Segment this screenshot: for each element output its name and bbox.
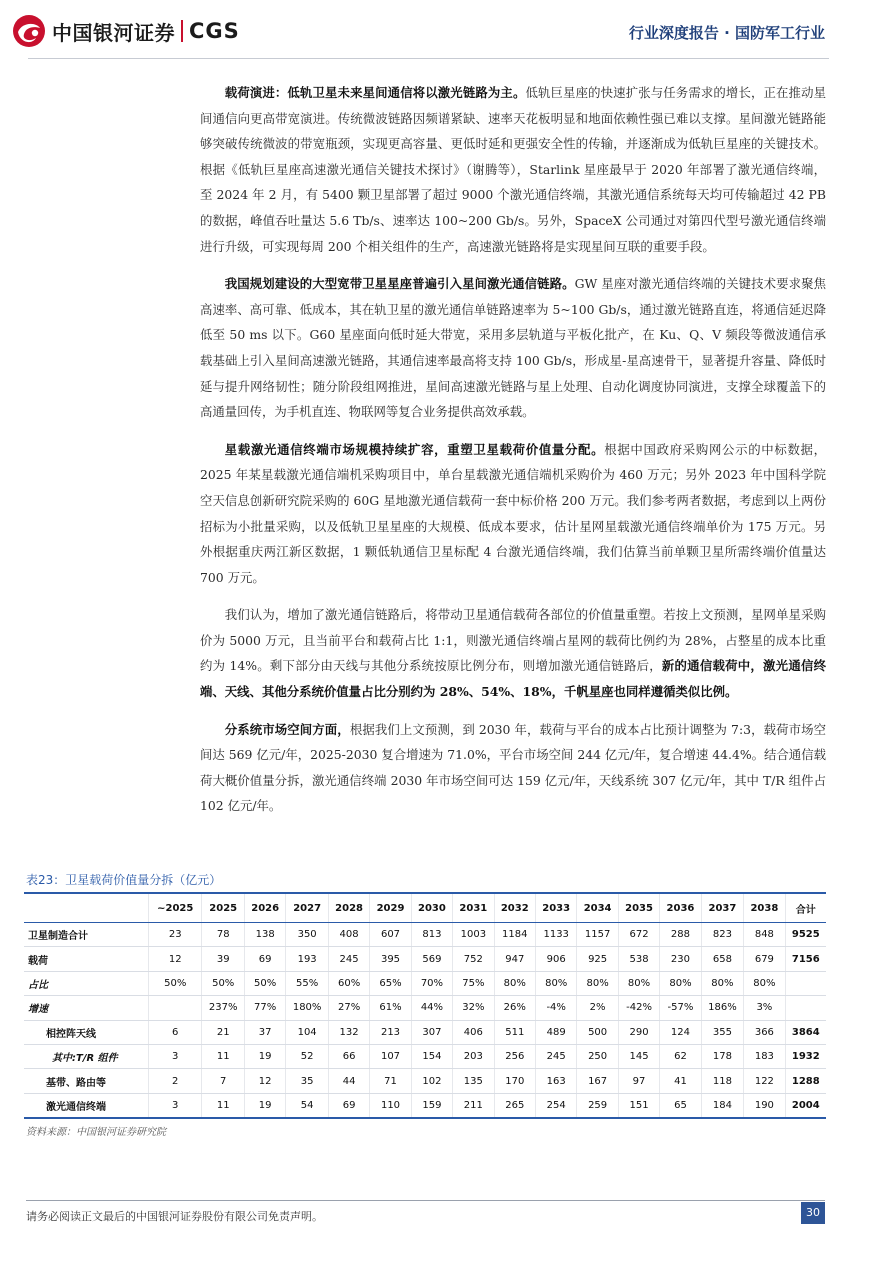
- value-cell: 500: [577, 1020, 618, 1044]
- value-cell: 569: [411, 947, 452, 971]
- value-cell: 69: [328, 1093, 369, 1118]
- value-cell: 80%: [618, 971, 659, 995]
- row-label: 载荷: [24, 947, 149, 971]
- value-cell: 848: [744, 923, 785, 947]
- value-cell: 658: [701, 947, 744, 971]
- value-cell: 7: [202, 1069, 245, 1093]
- value-cell: 102: [411, 1069, 452, 1093]
- value-cell: 259: [577, 1093, 618, 1118]
- value-cell: 132: [328, 1020, 369, 1044]
- value-cell: -57%: [660, 996, 701, 1020]
- body-text: [200, 80, 826, 831]
- value-cell: 65: [660, 1093, 701, 1118]
- value-cell: 71: [370, 1069, 411, 1093]
- payload-value-table: [24, 892, 826, 1119]
- paragraph-body: 根据我们上文预测，到 2030 年，载荷与平台的成本占比预计调整为 7:3，载荷市场空间达 569 亿元/年，2025-2030 复合增速为 71.0%，平台市场空间 244 亿元/年，复合增速 44.4%。结合通信载荷大概价值量分拆，激光通信终端 2030 年市场空间可达 159 亿元/年，天线系统 307 亿元/年，其中 T/R 组件占 102 亿元/年。: [200, 721, 827, 814]
- total-cell: 1932: [785, 1044, 826, 1068]
- value-cell: 1003: [453, 923, 494, 947]
- value-cell: 170: [494, 1069, 535, 1093]
- table-caption: 表23：卫星载荷价值量分拆（亿元）: [26, 873, 222, 887]
- table-header-cell: 2030: [411, 893, 452, 923]
- row-label: 激光通信终端: [24, 1093, 149, 1118]
- value-cell: 256: [494, 1044, 535, 1068]
- page-header: [0, 0, 869, 60]
- table-source: 资料来源：中国银河证券研究院: [26, 1127, 166, 1138]
- value-cell: 6: [149, 1020, 202, 1044]
- total-cell: 3864: [785, 1020, 826, 1044]
- value-cell: [149, 996, 202, 1020]
- row-label: 其中:T/R 组件: [24, 1044, 149, 1068]
- value-cell: 178: [701, 1044, 744, 1068]
- value-cell: 65%: [370, 971, 411, 995]
- value-cell: 12: [244, 1069, 285, 1093]
- value-cell: 118: [701, 1069, 744, 1093]
- value-cell: 19: [244, 1093, 285, 1118]
- value-cell: 1157: [577, 923, 618, 947]
- value-cell: 163: [535, 1069, 576, 1093]
- total-cell: [785, 971, 826, 995]
- table-header-cell: 合计: [785, 893, 826, 923]
- value-cell: 813: [411, 923, 452, 947]
- paragraph-payload-evolution: [200, 80, 826, 259]
- row-label: 相控阵天线: [24, 1020, 149, 1044]
- value-cell: 408: [328, 923, 369, 947]
- value-cell: 355: [701, 1020, 744, 1044]
- value-cell: 245: [535, 1044, 576, 1068]
- table-row: [24, 971, 826, 995]
- total-cell: 7156: [785, 947, 826, 971]
- document-type: 行业深度报告 · 国防军工行业: [628, 24, 825, 42]
- paragraph-lead: 分系统市场空间方面，: [224, 721, 350, 737]
- value-cell: 2: [149, 1069, 202, 1093]
- value-cell: 672: [618, 923, 659, 947]
- table-header-cell: 2035: [618, 893, 659, 923]
- row-label: 基带、路由等: [24, 1069, 149, 1093]
- value-cell: -4%: [535, 996, 576, 1020]
- value-cell: 52: [286, 1044, 329, 1068]
- table-header-cell: 2031: [453, 893, 494, 923]
- table-header-cell: 2036: [660, 893, 701, 923]
- value-cell: 11: [202, 1044, 245, 1068]
- table-row: [24, 996, 826, 1020]
- row-label: 卫星制造合计: [24, 923, 149, 947]
- table-header-cell: 2029: [370, 893, 411, 923]
- value-cell: 80%: [535, 971, 576, 995]
- paragraph-lead: 我国规划建设的大型宽带卫星星座普遍引入星间激光通信链路。: [224, 276, 575, 292]
- value-cell: 80%: [744, 971, 785, 995]
- value-cell: 184: [701, 1093, 744, 1118]
- value-cell: 752: [453, 947, 494, 971]
- value-cell: 66: [328, 1044, 369, 1068]
- value-cell: 3: [149, 1044, 202, 1068]
- value-cell: 230: [660, 947, 701, 971]
- value-cell: 925: [577, 947, 618, 971]
- value-cell: 27%: [328, 996, 369, 1020]
- paragraph-value-reshape: [200, 602, 826, 704]
- value-cell: 947: [494, 947, 535, 971]
- value-cell: 44%: [411, 996, 452, 1020]
- value-cell: 75%: [453, 971, 494, 995]
- table-header-cell: 2028: [328, 893, 369, 923]
- value-cell: 19: [244, 1044, 285, 1068]
- paragraph-subsystem-market: [200, 717, 826, 819]
- paragraph-body: 根据中国政府采购网公示的中标数据，2025 年某星载激光通信端机采购项目中，单台星载激光通信端机采购价为 460 万元；另外 2023 年中国科学院空天信息创新研究院采购的 60G 星地激光通信载荷一套中标价格 200 万元。我们参考两者数据，考虑到以上两份招标为小批量采购，以及低轨卫星星座的大规模、低成本要求，估计星网星载激光通信终端单价为 175 万元。另外根据重庆两江新区数据，1 颗低轨通信卫星标配 4 台激光通信终端，我们估算当前单颗卫星所需终端价值量达 700 万元。: [200, 441, 827, 585]
- table-row: [24, 1069, 826, 1093]
- table-header-cell: ~2025: [149, 893, 202, 923]
- value-cell: 406: [453, 1020, 494, 1044]
- cgs-logo[interactable]: [12, 14, 240, 48]
- value-cell: 55%: [286, 971, 329, 995]
- value-cell: 21: [202, 1020, 245, 1044]
- paragraph-lead: 载荷演进：低轨卫星未来星间通信将以激光链路为主。: [224, 85, 526, 100]
- value-cell: 80%: [494, 971, 535, 995]
- value-cell: 211: [453, 1093, 494, 1118]
- value-cell: 245: [328, 947, 369, 971]
- value-cell: 906: [535, 947, 576, 971]
- value-cell: 213: [370, 1020, 411, 1044]
- value-cell: 70%: [411, 971, 452, 995]
- value-cell: 203: [453, 1044, 494, 1068]
- table-header-cell: 2026: [244, 893, 285, 923]
- value-cell: 290: [618, 1020, 659, 1044]
- value-cell: 135: [453, 1069, 494, 1093]
- value-cell: 11: [202, 1093, 245, 1118]
- table-header-cell: 2032: [494, 893, 535, 923]
- value-cell: 54: [286, 1093, 329, 1118]
- value-cell: 823: [701, 923, 744, 947]
- value-cell: 151: [618, 1093, 659, 1118]
- value-cell: 12: [149, 947, 202, 971]
- footer-divider: [26, 1200, 825, 1201]
- value-cell: 3%: [744, 996, 785, 1020]
- table-row: [24, 1044, 826, 1068]
- value-cell: 307: [411, 1020, 452, 1044]
- footer-disclaimer: 请务必阅读正文最后的中国银河证券股份有限公司免责声明。: [26, 1210, 323, 1223]
- value-cell: 183: [744, 1044, 785, 1068]
- value-cell: 180%: [286, 996, 329, 1020]
- value-cell: 254: [535, 1093, 576, 1118]
- value-cell: 138: [244, 923, 285, 947]
- total-cell: 9525: [785, 923, 826, 947]
- table-row: [24, 1093, 826, 1118]
- paragraph-body: 低轨巨星座的快速扩张与任务需求的增长，正在推动星间通信向更高带宽演进。传统微波链路因频谱紧缺、速率天花板明显和地面依赖性强已难以支撑。星间激光链路能够突破传统微波的带宽瓶颈，实现更高容量、更低时延和更强安全性的传输，并逐渐成为低轨巨星座的关键技术。根据《低轨巨星座高速激光通信关键技术探讨》（谢腾等），Starlink 星座最早于 2020 年部署了激光通信终端，至 2024 年 2 月，有 5400 颗卫星部署了超过 9000 个激光通信终端，其激光通信系统每天均可传输超过 42 PB 的数据，峰值吞吐量达 5.6 Tb/s、速率达 100~200 Gb/s。另外，SpaceX 公司通过对第四代型号激光通信终端进行升级，可实现每周 200 个相关组件的生产，高速激光链路将是实现星间互联的重要手段。: [200, 85, 827, 254]
- value-cell: 511: [494, 1020, 535, 1044]
- value-cell: 250: [577, 1044, 618, 1068]
- value-cell: 265: [494, 1093, 535, 1118]
- table-header-cell: 2025: [202, 893, 245, 923]
- value-cell: 78: [202, 923, 245, 947]
- value-cell: 2%: [577, 996, 618, 1020]
- value-cell: 366: [744, 1020, 785, 1044]
- table-row: [24, 947, 826, 971]
- table-header-row: [24, 893, 826, 923]
- value-cell: 124: [660, 1020, 701, 1044]
- value-cell: 3: [149, 1093, 202, 1118]
- value-cell: 77%: [244, 996, 285, 1020]
- value-cell: 288: [660, 923, 701, 947]
- row-label: 增速: [24, 996, 149, 1020]
- value-cell: 159: [411, 1093, 452, 1118]
- header-divider: [28, 58, 829, 59]
- value-cell: 154: [411, 1044, 452, 1068]
- table-header-cell: 2027: [286, 893, 329, 923]
- value-cell: 35: [286, 1069, 329, 1093]
- table-row: [24, 1020, 826, 1044]
- value-cell: 26%: [494, 996, 535, 1020]
- row-label: 占比: [24, 971, 149, 995]
- value-cell: 193: [286, 947, 329, 971]
- value-cell: 80%: [660, 971, 701, 995]
- value-cell: 350: [286, 923, 329, 947]
- value-cell: 69: [244, 947, 285, 971]
- value-cell: -42%: [618, 996, 659, 1020]
- table-header-cell: 2038: [744, 893, 785, 923]
- total-cell: 1288: [785, 1069, 826, 1093]
- value-cell: 39: [202, 947, 245, 971]
- value-cell: 60%: [328, 971, 369, 995]
- value-cell: 37: [244, 1020, 285, 1044]
- value-cell: 104: [286, 1020, 329, 1044]
- value-cell: 186%: [701, 996, 744, 1020]
- value-cell: 679: [744, 947, 785, 971]
- paragraph-terminal-market: [200, 437, 826, 591]
- logo-cn-text: 中国银河证券: [52, 20, 175, 45]
- value-cell: 607: [370, 923, 411, 947]
- logo-divider: [181, 20, 183, 42]
- paragraph-body: GW 星座对激光通信终端的关键技术要求聚焦高速率、高可靠、低成本，其在轨卫星的激光通信单链路速率为 5~100 Gb/s，通过激光链路直连，将通信延迟降低至 50 ms 以下。G60 星座面向低时延大带宽，采用多层轨道与平板化批产，在 Ku、Q、V 频段等微波通信承载基础上引入星间高速激光链路，其通信速率最高将支持 100 Gb/s，形成星-星高速骨干，显著提升容量、降低时延与提升网络韧性；随分阶段组网推进，星间高速激光链路与星上处理、自动化调度协同演进，支撑全球覆盖下的高通量回传，为手机直连、物联网等复合业务提供高效承载。: [200, 276, 827, 420]
- cgs-emblem-icon: [12, 14, 46, 48]
- value-cell: 538: [618, 947, 659, 971]
- value-cell: 145: [618, 1044, 659, 1068]
- table-header-cell: 2034: [577, 893, 618, 923]
- value-cell: 122: [744, 1069, 785, 1093]
- value-cell: 80%: [701, 971, 744, 995]
- paragraph-china-constellations: [200, 271, 826, 425]
- value-cell: 489: [535, 1020, 576, 1044]
- value-cell: 110: [370, 1093, 411, 1118]
- value-cell: 50%: [244, 971, 285, 995]
- value-cell: 107: [370, 1044, 411, 1068]
- value-cell: 62: [660, 1044, 701, 1068]
- value-cell: 395: [370, 947, 411, 971]
- total-cell: 2004: [785, 1093, 826, 1118]
- value-cell: 167: [577, 1069, 618, 1093]
- paragraph-lead: 星载激光通信终端市场规模持续扩容，重塑卫星载荷价值量分配。: [224, 441, 605, 457]
- paragraph-conclusion: 新的通信载荷中，激光通信终端、天线、其他分系统价值量占比分别约为 28%、54%、18%，千帆星座也同样遵循类似比例。: [200, 658, 827, 700]
- value-cell: 50%: [149, 971, 202, 995]
- value-cell: 23: [149, 923, 202, 947]
- table-header-cell: 2033: [535, 893, 576, 923]
- value-cell: 1184: [494, 923, 535, 947]
- value-cell: 1133: [535, 923, 576, 947]
- table-row: [24, 923, 826, 947]
- value-cell: 190: [744, 1093, 785, 1118]
- value-cell: 41: [660, 1069, 701, 1093]
- value-cell: 97: [618, 1069, 659, 1093]
- logo-en-text: CGS: [189, 19, 240, 43]
- value-cell: 237%: [202, 996, 245, 1020]
- value-cell: 32%: [453, 996, 494, 1020]
- paragraph-body: 我们认为，增加了激光通信链路后，将带动卫星通信载荷各部位的价值量重塑。若按上文预测，星网单星采购价为 5000 万元，且当前平台和载荷占比 1:1，则激光通信终端占星网的载荷比例约为 28%，占整星的成本比重约为 14%。剩下部分由天线与其他分系统按原比例分布，则增加激光通信链路后，: [200, 607, 826, 674]
- page-number: 30: [801, 1202, 825, 1224]
- value-cell: 44: [328, 1069, 369, 1093]
- value-cell: 50%: [202, 971, 245, 995]
- total-cell: [785, 996, 826, 1020]
- value-cell: 61%: [370, 996, 411, 1020]
- table-header-cell: 2037: [701, 893, 744, 923]
- value-cell: 80%: [577, 971, 618, 995]
- table-header-label: [24, 893, 149, 923]
